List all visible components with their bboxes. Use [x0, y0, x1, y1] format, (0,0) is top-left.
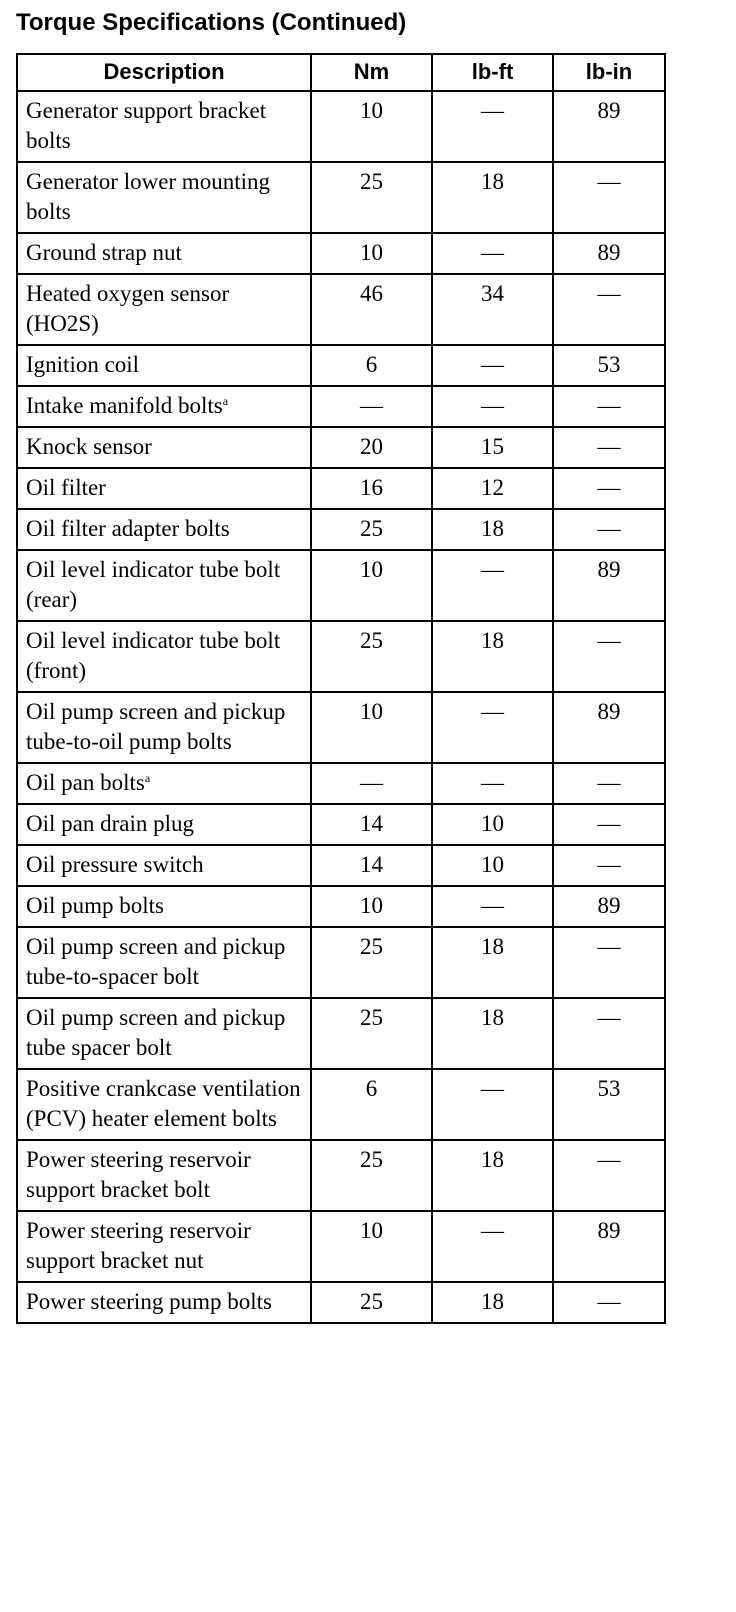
table-row [17, 1211, 665, 1282]
lb-in-cell: — [553, 998, 665, 1069]
description-text: Heated oxygen sensor (HO2S) [26, 281, 230, 336]
description-cell [17, 621, 311, 692]
nm-cell: 46 [311, 274, 432, 345]
header-lb-in: lb-in [553, 54, 665, 91]
nm-cell: 6 [311, 1069, 432, 1140]
description-cell [17, 804, 311, 845]
lb-in-cell: — [553, 509, 665, 550]
lb-ft-cell: 34 [432, 274, 553, 345]
description-text: Oil pan drain plug [26, 811, 194, 836]
description-cell [17, 1069, 311, 1140]
table-row [17, 927, 665, 998]
lb-ft-cell: 10 [432, 845, 553, 886]
description-text: Oil pump screen and pickup tube-to-spacer bolt [26, 934, 286, 989]
description-cell [17, 886, 311, 927]
description-text: Generator support bracket bolts [26, 98, 267, 153]
lb-in-cell: 89 [553, 886, 665, 927]
description-cell [17, 509, 311, 550]
table-row [17, 468, 665, 509]
footnote-marker: a [144, 771, 151, 785]
table-row [17, 845, 665, 886]
table-header [17, 54, 665, 91]
lb-ft-cell: — [432, 1211, 553, 1282]
description-cell [17, 345, 311, 386]
description-text: Oil filter adapter bolts [26, 516, 230, 541]
table-row [17, 692, 665, 763]
nm-cell: 10 [311, 692, 432, 763]
description-text: Ground strap nut [26, 240, 182, 265]
lb-ft-cell: 18 [432, 621, 553, 692]
header-row [17, 54, 665, 91]
nm-cell: 25 [311, 509, 432, 550]
nm-cell: 14 [311, 804, 432, 845]
lb-ft-cell: — [432, 886, 553, 927]
description-cell [17, 927, 311, 998]
lb-ft-cell: — [432, 763, 553, 804]
lb-in-cell: — [553, 468, 665, 509]
table-row [17, 1069, 665, 1140]
lb-ft-cell: — [432, 692, 553, 763]
table-row [17, 998, 665, 1069]
table-row [17, 274, 665, 345]
lb-in-cell: 53 [553, 345, 665, 386]
description-text: Intake manifold bolts [26, 393, 223, 418]
table-row [17, 509, 665, 550]
lb-ft-cell: — [432, 233, 553, 274]
lb-ft-cell: 18 [432, 1140, 553, 1211]
lb-ft-cell: 10 [432, 804, 553, 845]
description-cell [17, 845, 311, 886]
lb-ft-cell: 18 [432, 998, 553, 1069]
table-row [17, 233, 665, 274]
description-cell [17, 233, 311, 274]
nm-cell: 25 [311, 1140, 432, 1211]
description-text: Oil pump screen and pickup tube spacer bolt [26, 1005, 286, 1060]
table-row [17, 1282, 665, 1323]
lb-in-cell: — [553, 621, 665, 692]
lb-in-cell: — [553, 274, 665, 345]
nm-cell: 10 [311, 233, 432, 274]
lb-ft-cell: 18 [432, 162, 553, 233]
description-text: Positive crankcase ventilation (PCV) heater element bolts [26, 1076, 301, 1131]
lb-ft-cell: — [432, 345, 553, 386]
lb-in-cell: — [553, 427, 665, 468]
nm-cell: 10 [311, 886, 432, 927]
table-row [17, 386, 665, 427]
description-text: Oil filter [26, 475, 106, 500]
table-row [17, 1140, 665, 1211]
lb-in-cell: 89 [553, 1211, 665, 1282]
lb-in-cell: — [553, 1140, 665, 1211]
header-lb-ft: lb-ft [432, 54, 553, 91]
page-title: Torque Specifications (Continued) [16, 9, 407, 36]
nm-cell: 10 [311, 1211, 432, 1282]
description-text: Power steering pump bolts [26, 1289, 272, 1314]
nm-cell: — [311, 763, 432, 804]
table-row [17, 621, 665, 692]
nm-cell: 14 [311, 845, 432, 886]
description-cell [17, 763, 311, 804]
lb-ft-cell: 15 [432, 427, 553, 468]
header-nm: Nm [311, 54, 432, 91]
footnote-marker: a [222, 394, 229, 408]
table-row [17, 162, 665, 233]
description-text: Oil pan bolts [26, 770, 145, 795]
lb-ft-cell: 18 [432, 1282, 553, 1323]
nm-cell: 25 [311, 162, 432, 233]
table-row [17, 345, 665, 386]
nm-cell: 20 [311, 427, 432, 468]
description-cell [17, 468, 311, 509]
description-cell [17, 91, 311, 162]
torque-spec-table [16, 53, 666, 1324]
lb-in-cell: — [553, 1282, 665, 1323]
description-cell [17, 550, 311, 621]
description-text: Generator lower mounting bolts [26, 169, 270, 224]
description-cell [17, 427, 311, 468]
lb-ft-cell: — [432, 1069, 553, 1140]
lb-in-cell: 53 [553, 1069, 665, 1140]
lb-ft-cell: — [432, 550, 553, 621]
nm-cell: 16 [311, 468, 432, 509]
lb-in-cell: — [553, 927, 665, 998]
description-cell [17, 1140, 311, 1211]
description-cell [17, 692, 311, 763]
description-cell [17, 274, 311, 345]
description-cell [17, 386, 311, 427]
table-body [17, 91, 665, 1323]
description-text: Oil level indicator tube bolt (front) [26, 628, 281, 683]
lb-ft-cell: 18 [432, 927, 553, 998]
lb-ft-cell: 12 [432, 468, 553, 509]
table-row [17, 763, 665, 804]
description-text: Oil pump bolts [26, 893, 165, 918]
lb-in-cell: — [553, 845, 665, 886]
description-cell [17, 1211, 311, 1282]
lb-in-cell: 89 [553, 550, 665, 621]
lb-ft-cell: — [432, 386, 553, 427]
nm-cell: 10 [311, 91, 432, 162]
nm-cell: 6 [311, 345, 432, 386]
description-text: Ignition coil [26, 352, 140, 377]
lb-in-cell: — [553, 763, 665, 804]
description-cell [17, 162, 311, 233]
nm-cell: 25 [311, 621, 432, 692]
header-description: Description [17, 54, 311, 91]
description-text: Knock sensor [26, 434, 152, 459]
table-row [17, 886, 665, 927]
table-row [17, 804, 665, 845]
nm-cell: 10 [311, 550, 432, 621]
description-cell [17, 998, 311, 1069]
description-text: Power steering reservoir support bracket nut [26, 1218, 251, 1273]
description-cell [17, 1282, 311, 1323]
nm-cell: 25 [311, 1282, 432, 1323]
nm-cell: 25 [311, 927, 432, 998]
lb-in-cell: 89 [553, 91, 665, 162]
lb-in-cell: — [553, 162, 665, 233]
lb-in-cell: — [553, 804, 665, 845]
lb-ft-cell: 18 [432, 509, 553, 550]
description-text: Oil pressure switch [26, 852, 204, 877]
description-text: Oil level indicator tube bolt (rear) [26, 557, 281, 612]
lb-in-cell: 89 [553, 692, 665, 763]
lb-in-cell: — [553, 386, 665, 427]
description-text: Power steering reservoir support bracket bolt [26, 1147, 251, 1202]
lb-ft-cell: — [432, 91, 553, 162]
nm-cell: 25 [311, 998, 432, 1069]
lb-in-cell: 89 [553, 233, 665, 274]
table-row [17, 550, 665, 621]
table-row [17, 91, 665, 162]
table-row [17, 427, 665, 468]
nm-cell: — [311, 386, 432, 427]
description-text: Oil pump screen and pickup tube-to-oil pump bolts [26, 699, 286, 754]
